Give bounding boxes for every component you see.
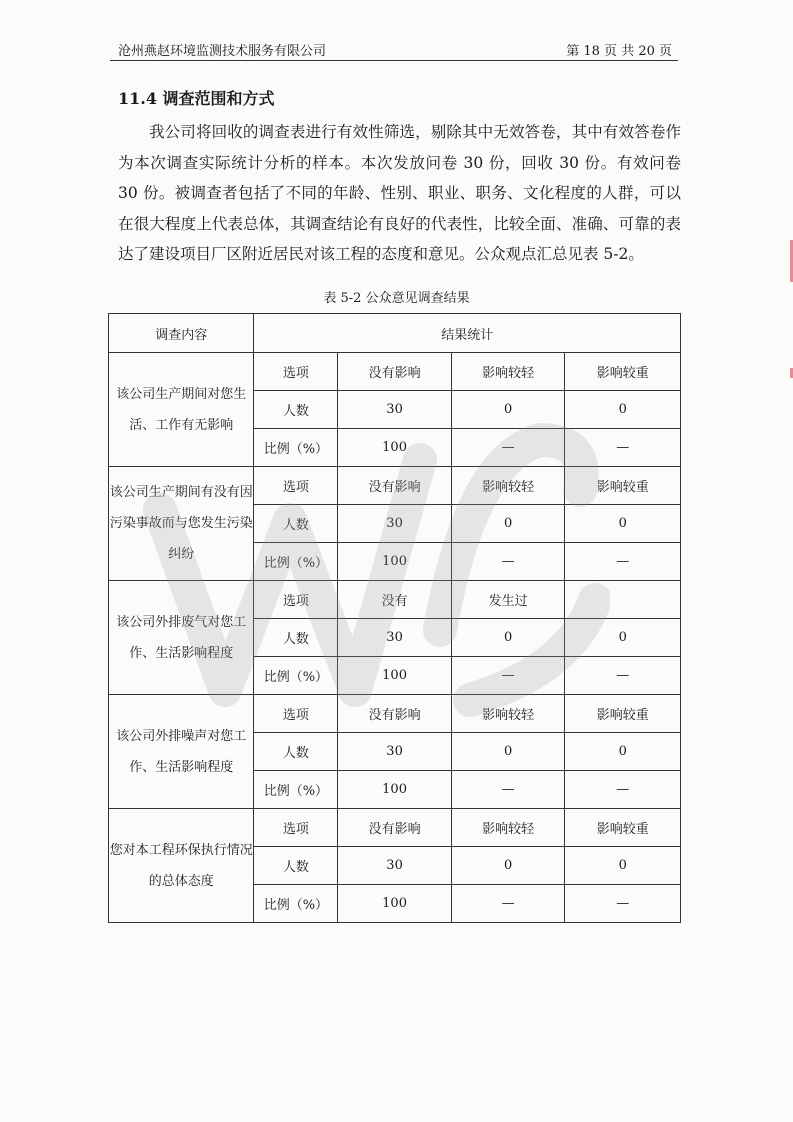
result-cell: 100: [338, 543, 452, 581]
row-label: 比例（%）: [254, 543, 338, 581]
row-label: 比例（%）: [254, 429, 338, 467]
result-cell: 影响较轻: [451, 467, 565, 505]
survey-question: 您对本工程环保执行情况的总体态度: [109, 809, 254, 923]
result-cell: —: [565, 657, 681, 695]
table-row: [109, 467, 681, 505]
survey-question: 该公司生产期间对您生活、工作有无影响: [109, 353, 254, 467]
header-result-stats: 结果统计: [254, 314, 681, 353]
survey-results-table: [108, 313, 681, 923]
table-caption: 表 5-2 公众意见调查结果: [323, 291, 470, 306]
result-cell: 影响较轻: [451, 809, 565, 847]
result-cell: 100: [338, 657, 452, 695]
table-row: [109, 809, 681, 847]
result-cell: 30: [338, 733, 452, 771]
header-survey-content: 调查内容: [109, 314, 254, 353]
result-cell: 30: [338, 847, 452, 885]
result-cell: 0: [565, 505, 681, 543]
survey-question: 该公司外排噪声对您工作、生活影响程度: [109, 695, 254, 809]
result-cell: 影响较轻: [451, 353, 565, 391]
page-header: [110, 38, 678, 61]
result-cell: 0: [565, 847, 681, 885]
result-cell: [565, 581, 681, 619]
result-cell: —: [565, 771, 681, 809]
result-cell: 0: [451, 733, 565, 771]
result-cell: —: [451, 543, 565, 581]
survey-question: 该公司外排废气对您工作、生活影响程度: [109, 581, 254, 695]
table-row: [109, 695, 681, 733]
table-row: [109, 353, 681, 391]
result-cell: 0: [451, 847, 565, 885]
result-cell: 30: [338, 619, 452, 657]
row-label: 人数: [254, 619, 338, 657]
row-label: 人数: [254, 391, 338, 429]
result-cell: —: [565, 885, 681, 923]
result-cell: 100: [338, 771, 452, 809]
row-label: 选项: [254, 467, 338, 505]
survey-question: 该公司生产期间有没有因污染事故而与您发生污染纠纷: [109, 467, 254, 581]
row-label: 选项: [254, 695, 338, 733]
result-cell: 影响较重: [565, 467, 681, 505]
row-label: 比例（%）: [254, 657, 338, 695]
result-cell: 100: [338, 429, 452, 467]
result-cell: 0: [565, 733, 681, 771]
row-label: 人数: [254, 847, 338, 885]
result-cell: 没有影响: [338, 695, 452, 733]
result-cell: 影响较重: [565, 695, 681, 733]
result-cell: 100: [338, 885, 452, 923]
table-header-row: [109, 314, 681, 353]
result-cell: 没有: [338, 581, 452, 619]
result-cell: —: [451, 885, 565, 923]
result-cell: 0: [451, 619, 565, 657]
result-cell: 没有影响: [338, 467, 452, 505]
result-cell: —: [451, 429, 565, 467]
result-cell: 影响较重: [565, 809, 681, 847]
section-title: 11.4 调查范围和方式: [118, 89, 275, 108]
result-cell: 0: [565, 391, 681, 429]
result-cell: —: [565, 429, 681, 467]
result-cell: —: [451, 771, 565, 809]
result-cell: 发生过: [451, 581, 565, 619]
result-cell: 没有影响: [338, 809, 452, 847]
result-cell: 影响较轻: [451, 695, 565, 733]
body-paragraph: 我公司将回收的调查表进行有效性筛选，剔除其中无效答卷，其中有效答卷作为本次调查实际统计分析的样本。本次发放问卷 30 份，回收 30 份。有效问卷 30 份。被调查者包括了不同的年龄、性别、职业、职务、文化程度的人群，可以在很大程度上代表总体，其调查结论有良好的代表性，比较全面、准确、可靠的表达了建设项目厂区附近居民对该工程的态度和意见。公众观点汇总见表 5-2。: [118, 123, 681, 263]
result-cell: 30: [338, 505, 452, 543]
result-cell: —: [451, 657, 565, 695]
row-label: 选项: [254, 809, 338, 847]
result-cell: 30: [338, 391, 452, 429]
row-label: 选项: [254, 581, 338, 619]
row-label: 人数: [254, 733, 338, 771]
result-cell: 没有影响: [338, 353, 452, 391]
table-row: [109, 581, 681, 619]
result-cell: —: [565, 543, 681, 581]
page-number: 第 18 页 共 20 页: [566, 44, 672, 59]
row-label: 选项: [254, 353, 338, 391]
row-label: 比例（%）: [254, 885, 338, 923]
company-name: 沧州燕赵环境监测技术服务有限公司: [118, 44, 327, 59]
result-cell: 0: [451, 505, 565, 543]
row-label: 比例（%）: [254, 771, 338, 809]
result-cell: 影响较重: [565, 353, 681, 391]
row-label: 人数: [254, 505, 338, 543]
result-cell: 0: [565, 619, 681, 657]
result-cell: 0: [451, 391, 565, 429]
